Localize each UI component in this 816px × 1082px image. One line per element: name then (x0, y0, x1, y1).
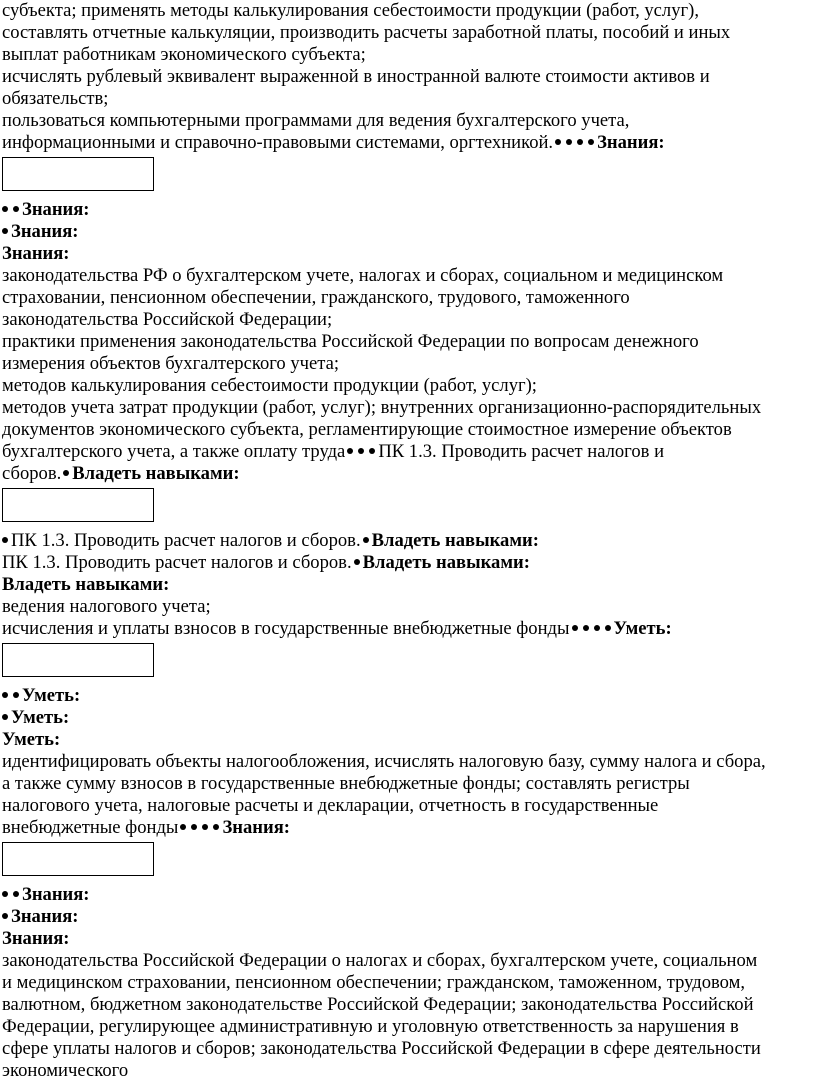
text-line: пользоваться компьютерными программами для ведения бухгалтерского учета, (2, 110, 630, 131)
text-line: методов учета затрат продукции (работ, услуг); внутренних организационно-распорядительных (2, 397, 762, 418)
heading-segment: Знания: (11, 221, 79, 242)
text-line (2, 817, 814, 839)
bullet-icon (13, 206, 19, 212)
heading-line (2, 906, 814, 928)
bullet-icon (2, 692, 8, 698)
text-line: ведения налогового учета; (2, 596, 211, 617)
bullet-icon (2, 891, 8, 897)
bullet-icon (2, 228, 8, 234)
heading-line (2, 707, 814, 729)
bullet-icon (191, 824, 197, 830)
text-line: и медицинском страховании, пенсионном обеспечении; гражданском, таможенном, трудовом, (2, 972, 746, 993)
text-line: валютном, бюджетном законодательстве Российской Федерации; законодательства Российской (2, 994, 754, 1015)
text-segment: исчисления и уплаты взносов в государственные внебюджетные фонды (2, 618, 570, 639)
text-segment: информационными и справочно-правовыми системами, оргтехникой. (2, 132, 554, 153)
bullet-icon (583, 625, 589, 631)
bullet-icon (594, 625, 600, 631)
text-line: методов калькулирования себестоимости продукции (работ, услуг); (2, 375, 537, 396)
empty-frame (2, 157, 154, 191)
empty-frame (2, 643, 154, 677)
bullet-icon (180, 824, 186, 830)
heading-line: Знания: (2, 243, 70, 264)
text-segment: ПК 1.3. Проводить расчет налогов и сборов. (11, 530, 361, 551)
text-segment: ПК 1.3. Проводить расчет налогов и (378, 441, 665, 462)
heading-segment: Владеть навыками: (72, 463, 240, 484)
heading-line (2, 685, 814, 707)
heading-segment: Знания: (11, 906, 79, 927)
text-line: идентифицировать объекты налогообложения, исчислять налоговую базу, сумму налога и сбора, (2, 751, 766, 772)
heading-line (2, 884, 814, 906)
text-line: практики применения законодательства Российской Федерации по вопросам денежного (2, 331, 699, 352)
text-line (2, 618, 814, 640)
empty-frame (2, 488, 154, 522)
text-line (2, 441, 814, 463)
bullet-icon (354, 559, 360, 565)
text-line: Федерации, регулирующее административную и уголовную ответственность за нарушения в (2, 1016, 739, 1037)
heading-line (2, 221, 814, 243)
text-line: выплат работникам экономического субъекта; (2, 44, 366, 65)
bullet-icon (213, 824, 219, 830)
text-line (2, 132, 814, 154)
bullet-icon (577, 139, 583, 145)
text-line: налогового учета, налоговые расчеты и декларации, отчетность в государственные (2, 795, 659, 816)
text-line: измерения объектов бухгалтерского учета; (2, 353, 340, 374)
heading-segment: Знания: (597, 132, 665, 153)
text-line: документов экономического субъекта, регламентирующие стоимостное измерение объектов (2, 419, 732, 440)
heading-segment: Уметь: (11, 707, 70, 728)
text-line: законодательства Российской Федерации о налогах и сборах, бухгалтерском учете, социальном (2, 950, 758, 971)
bullet-icon (202, 824, 208, 830)
heading-segment: Уметь: (22, 685, 81, 706)
bullet-icon (572, 625, 578, 631)
text-segment: ПК 1.3. Проводить расчет налогов и сборов. (2, 552, 352, 573)
text-line: экономического (2, 1060, 129, 1081)
bullet-icon (605, 625, 611, 631)
bullet-icon (2, 913, 8, 919)
text-segment: сборов. (2, 463, 62, 484)
bullet-icon (347, 448, 353, 454)
heading-segment: Знания: (22, 884, 90, 905)
text-line: субъекта; применять методы калькулирования себестоимости продукции (работ, услуг), (2, 0, 699, 21)
text-line: законодательства РФ о бухгалтерском учете, налогах и сборах, социальном и медицинском (2, 265, 724, 286)
text-line (2, 530, 814, 552)
text-line: а также сумму взносов в государственные внебюджетные фонды; составлять регистры (2, 773, 690, 794)
text-line: законодательства Российской Федерации; (2, 309, 333, 330)
bullet-icon (13, 692, 19, 698)
heading-segment: Знания: (222, 817, 290, 838)
heading-line (2, 199, 814, 221)
text-line: страховании, пенсионном обеспечении, гражданского, трудового, таможенного (2, 287, 630, 308)
text-line (2, 552, 814, 574)
heading-line: Владеть навыками: (2, 574, 170, 595)
text-segment: бухгалтерского учета, а также оплату труда (2, 441, 346, 462)
bullet-icon (2, 206, 8, 212)
text-line (2, 463, 814, 485)
heading-segment: Владеть навыками: (371, 530, 539, 551)
bullet-icon (2, 714, 8, 720)
empty-frame (2, 842, 154, 876)
bullet-icon (63, 470, 69, 476)
text-line: составлять отчетные калькуляции, производить расчеты заработной платы, пособий и иных (2, 22, 731, 43)
bullet-icon (2, 537, 8, 543)
bullet-icon (566, 139, 572, 145)
heading-line: Знания: (2, 928, 70, 949)
text-line: сфере уплаты налогов и сборов; законодательства Российской Федерации в сфере деятельности (2, 1038, 761, 1059)
bullet-icon (358, 448, 364, 454)
heading-segment: Владеть навыками: (362, 552, 530, 573)
bullet-icon (369, 448, 375, 454)
heading-segment: Уметь: (613, 618, 672, 639)
text-line: обязательств; (2, 88, 109, 109)
text-line: исчислять рублевый эквивалент выраженной в иностранной валюте стоимости активов и (2, 66, 710, 87)
heading-line: Уметь: (2, 729, 61, 750)
bullet-icon (555, 139, 561, 145)
text-segment: внебюджетные фонды (2, 817, 179, 838)
bullet-icon (588, 139, 594, 145)
bullet-icon (363, 537, 369, 543)
heading-segment: Знания: (22, 199, 90, 220)
bullet-icon (13, 891, 19, 897)
